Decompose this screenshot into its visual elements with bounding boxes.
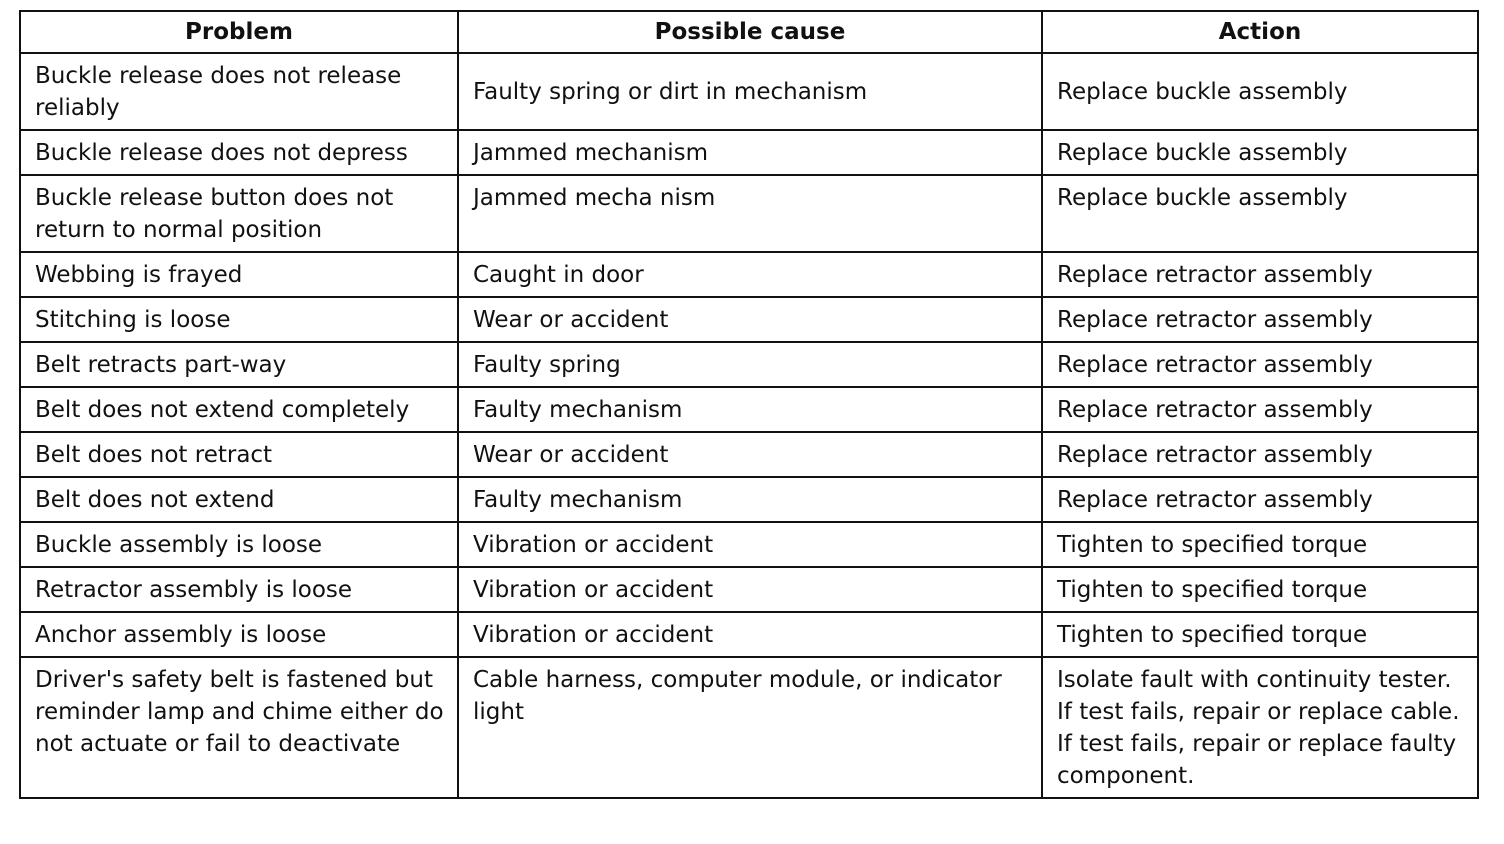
cell-cause: Jammed mechanism — [458, 130, 1042, 175]
cell-action: Replace retractor assembly — [1042, 342, 1478, 387]
cell-problem: Belt does not retract — [20, 432, 458, 477]
cell-action: Replace retractor assembly — [1042, 432, 1478, 477]
cell-cause: Vibration or accident — [458, 612, 1042, 657]
table-row — [20, 387, 1478, 432]
table-row — [20, 252, 1478, 297]
cell-action: Replace buckle assembly — [1042, 175, 1478, 252]
cell-action: Replace buckle assembly — [1042, 130, 1478, 175]
cell-problem: Webbing is frayed — [20, 252, 458, 297]
table-row — [20, 297, 1478, 342]
table-row — [20, 130, 1478, 175]
cell-cause: Wear or accident — [458, 297, 1042, 342]
cell-cause: Caught in door — [458, 252, 1042, 297]
cell-cause: Faulty spring or dirt in mechanism — [458, 53, 1042, 130]
cell-problem: Buckle release does not release reliably — [20, 53, 458, 130]
table-row — [20, 53, 1478, 130]
cell-problem: Stitching is loose — [20, 297, 458, 342]
cell-problem: Belt does not extend — [20, 477, 458, 522]
cell-problem: Buckle assembly is loose — [20, 522, 458, 567]
cell-problem: Belt does not extend completely — [20, 387, 458, 432]
cell-problem: Belt retracts part-way — [20, 342, 458, 387]
table-row — [20, 477, 1478, 522]
cell-problem: Buckle release does not depress — [20, 130, 458, 175]
troubleshooting-table — [19, 10, 1479, 799]
cell-problem: Retractor assembly is loose — [20, 567, 458, 612]
cell-problem: Driver's safety belt is fastened but reminder lamp and chime either do not actuate or fail to deactivate — [20, 657, 458, 798]
cell-problem: Anchor assembly is loose — [20, 612, 458, 657]
cell-action: Replace retractor assembly — [1042, 387, 1478, 432]
cell-cause: Wear or accident — [458, 432, 1042, 477]
table-row — [20, 567, 1478, 612]
cell-cause: Faulty mechanism — [458, 387, 1042, 432]
cell-cause: Jammed mecha nism — [458, 175, 1042, 252]
header-row — [20, 11, 1478, 53]
cell-action: Replace buckle assembly — [1042, 53, 1478, 130]
table-row — [20, 657, 1478, 798]
header-problem: Problem — [20, 11, 458, 53]
cell-problem: Buckle release button does not return to normal position — [20, 175, 458, 252]
cell-cause: Faulty mechanism — [458, 477, 1042, 522]
header-possible-cause: Possible cause — [458, 11, 1042, 53]
table-row — [20, 175, 1478, 252]
cell-cause: Faulty spring — [458, 342, 1042, 387]
table-row — [20, 342, 1478, 387]
cell-action: Tighten to specified torque — [1042, 612, 1478, 657]
cell-action: Replace retractor assembly — [1042, 297, 1478, 342]
table-row — [20, 612, 1478, 657]
header-action: Action — [1042, 11, 1478, 53]
table-row — [20, 522, 1478, 567]
cell-cause: Cable harness, computer module, or indicator light — [458, 657, 1042, 798]
cell-cause: Vibration or accident — [458, 522, 1042, 567]
cell-cause: Vibration or accident — [458, 567, 1042, 612]
cell-action: Tighten to specified torque — [1042, 567, 1478, 612]
cell-action: Isolate fault with continuity tester. If test fails, repair or replace cable. If test fails, repair or replace faulty component. — [1042, 657, 1478, 798]
cell-action: Replace retractor assembly — [1042, 477, 1478, 522]
table-row — [20, 432, 1478, 477]
cell-action: Replace retractor assembly — [1042, 252, 1478, 297]
cell-action: Tighten to specified torque — [1042, 522, 1478, 567]
